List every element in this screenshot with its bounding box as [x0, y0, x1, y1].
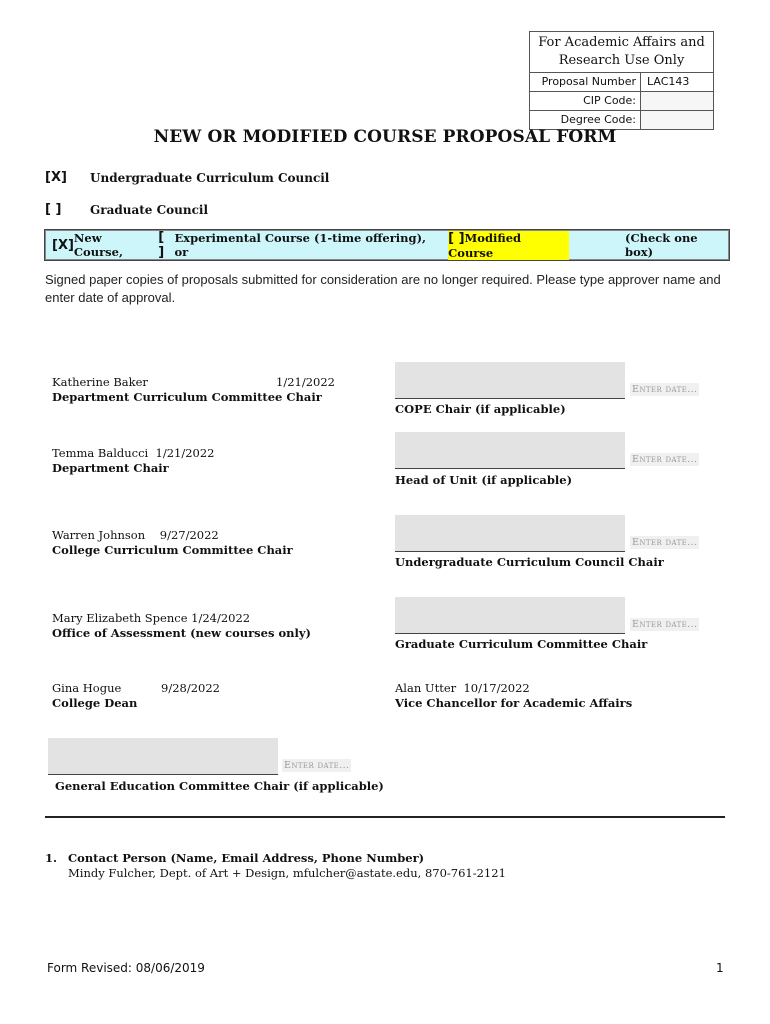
- modified-course-highlight: [448, 231, 569, 260]
- proposal-number-label: Proposal Number: [530, 73, 641, 91]
- experimental-course-label: Experimental Course (1-time offering), or: [174, 231, 427, 259]
- ucc-chair-date-field[interactable]: Enter date...: [632, 537, 698, 548]
- signer-date-4: 1/24/2022: [191, 611, 251, 625]
- degree-code-label: Degree Code:: [530, 111, 641, 129]
- vice-chancellor-role: Vice Chancellor for Academic Affairs: [395, 696, 633, 710]
- signer-date-5: 9/28/2022: [161, 681, 220, 695]
- new-course-label: New Course,: [73, 231, 123, 259]
- vice-chancellor-date: 10/17/2022: [463, 681, 530, 695]
- grad-committee-signature-field[interactable]: [395, 597, 625, 634]
- ucc-chair-signature-field[interactable]: [395, 515, 625, 552]
- office-use-heading: For Academic Affairs and Research Use Only: [530, 32, 713, 73]
- gen-ed-role: General Education Committee Chair (if applicable): [55, 779, 384, 793]
- undergrad-council-label: Undergraduate Curriculum Council: [90, 171, 330, 185]
- cip-code-field[interactable]: [641, 92, 713, 110]
- signer-role-5: College Dean: [52, 696, 138, 710]
- page-title: NEW OR MODIFIED COURSE PROPOSAL FORM: [153, 127, 617, 147]
- cope-chair-role: COPE Chair (if applicable): [395, 402, 566, 416]
- proposal-number-value[interactable]: LAC143: [647, 75, 690, 88]
- signer-role-1: Department Curriculum Committee Chair: [52, 390, 322, 404]
- gen-ed-signature-field[interactable]: [48, 738, 278, 775]
- new-course-checkbox[interactable]: [X]: [52, 237, 74, 253]
- form-revised-footer: Form Revised: 08/06/2019: [47, 961, 205, 975]
- signer-name-3: Warren Johnson 9/27/2022: [52, 528, 219, 542]
- contact-section: [45, 851, 506, 881]
- signer-date-1: 1/21/2022: [276, 375, 335, 389]
- contact-heading: Contact Person (Name, Email Address, Phone Number): [68, 851, 425, 865]
- cope-chair-date-field[interactable]: Enter date...: [632, 384, 698, 395]
- grad-committee-date-field[interactable]: Enter date...: [632, 619, 698, 630]
- course-type-box: [44, 229, 730, 261]
- signer-name-1: Katherine Baker: [52, 375, 148, 389]
- signer-role-2: Department Chair: [52, 461, 169, 475]
- contact-number: 1.: [45, 851, 58, 865]
- graduate-council-checkbox[interactable]: [ ]: [45, 202, 62, 217]
- section-divider: [45, 816, 725, 818]
- head-of-unit-role: Head of Unit (if applicable): [395, 473, 573, 487]
- ucc-chair-role: Undergraduate Curriculum Council Chair: [395, 555, 664, 569]
- signer-name-2: Temma Balducci 1/21/2022: [52, 446, 215, 460]
- contact-value[interactable]: Mindy Fulcher, Dept. of Art + Design, mfulcher@astate.edu, 870-761-2121: [68, 866, 506, 880]
- signer-name-4: Mary Elizabeth Spence 1/24/2022: [52, 611, 251, 625]
- signer-role-3: College Curriculum Committee Chair: [52, 543, 293, 557]
- approval-notice: Signed paper copies of proposals submitted for consideration are no longer required. Please type approver name and enter date of approval.: [45, 272, 721, 305]
- signer-date-2: 1/21/2022: [155, 446, 215, 460]
- head-of-unit-date-field[interactable]: Enter date...: [632, 454, 698, 465]
- experimental-course-checkbox[interactable]: [ ]: [158, 230, 165, 260]
- grad-committee-role: Graduate Curriculum Committee Chair: [395, 637, 648, 651]
- cope-chair-signature-field[interactable]: [395, 362, 625, 399]
- gen-ed-date-field[interactable]: Enter date...: [284, 760, 350, 771]
- graduate-council-label: Graduate Council: [90, 203, 209, 217]
- cip-code-label: CIP Code:: [530, 92, 641, 110]
- page-number: 1: [716, 961, 724, 975]
- check-one-instruction: (Check one box): [625, 231, 698, 259]
- signer-date-3: 9/27/2022: [159, 528, 219, 542]
- proposal-number-row: [530, 73, 713, 92]
- head-of-unit-signature-field[interactable]: [395, 432, 625, 469]
- office-use-box: [529, 31, 714, 130]
- signer-role-4: Office of Assessment (new courses only): [52, 626, 311, 640]
- cip-code-row: [530, 92, 713, 111]
- modified-course-label: Modified Course: [448, 230, 522, 260]
- modified-course-checkbox[interactable]: [ ]: [448, 230, 465, 246]
- signer-name-5: Gina Hogue: [52, 681, 122, 695]
- undergrad-council-checkbox[interactable]: [X]: [45, 170, 67, 185]
- vice-chancellor-name: Alan Utter 10/17/2022: [395, 681, 530, 695]
